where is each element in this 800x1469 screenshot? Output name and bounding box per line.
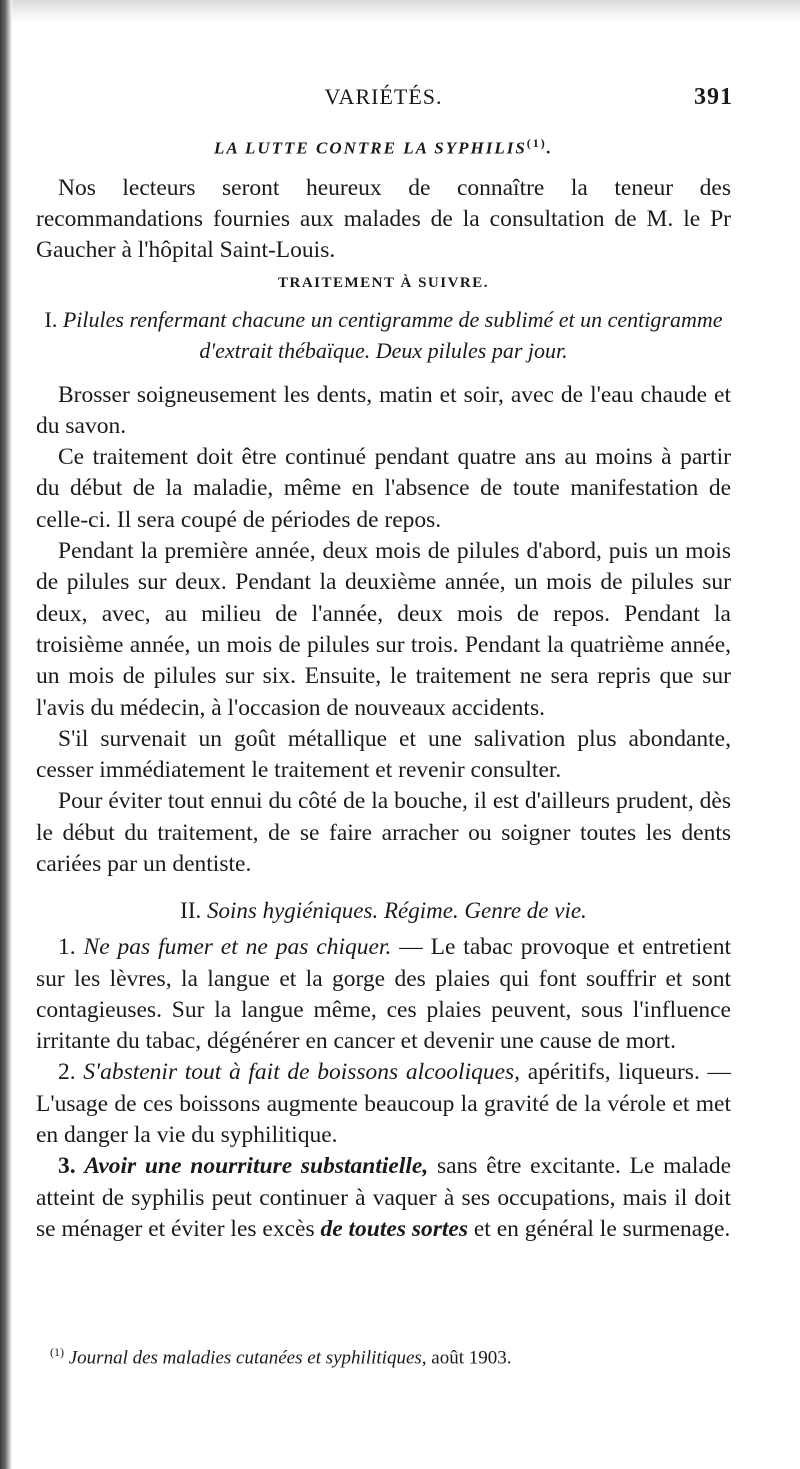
section-number-1: I. [44, 306, 58, 332]
item-text: sans être excitante. Le malade atteint de syphilis peut continuer à vaquer à ses occupations, mais il doit se ménager et éviter les excès [36, 1153, 731, 1242]
page-number: 391 [694, 84, 733, 110]
item-number: 3. [58, 1153, 76, 1180]
list-item [36, 1151, 731, 1245]
prescription-text: Pilules renfermant chacune un centigramme de sublimé et un centigramme d'extrait thébaïque. Deux pilules par jour. [62, 306, 723, 363]
section-heading-2 [36, 898, 731, 924]
running-title: VARIÉTÉS. [324, 84, 443, 109]
item-text: apéritifs, liqueurs. — L'usage de ces boissons augmente beaucoup la gravité de la vérole et met en danger la vie du syphilitique. [36, 1059, 731, 1149]
article-title [36, 136, 731, 159]
paragraph-brushing: Brosser soigneusement les dents, matin et soir, avec de l'eau chaude et du savon. [36, 381, 731, 439]
scan-top-edge [0, 0, 800, 22]
paragraph-schedule: Pendant la première année, deux mois de pilules d'abord, puis un mois de pilules sur deux. Pendant la deuxième année, un mois de pilules sur deux, avec, au milieu de l'année, deux mois de repos. Pendant la troisième année, un mois de pilules sur trois. Pendant la quatrième année, un mois de pilules sur six. Ensuite, le traitement ne sera repris que sur l'avis du médecin, à l'occasion de nouveaux accidents. [36, 538, 731, 721]
item-lead: S'abstenir tout à fait de boissons alcooliques, [83, 1059, 521, 1086]
intro-paragraph: Nos lecteurs seront heureux de connaître la teneur des recommandations fournies aux malades de la consultation de M. le Pr Gaucher à l'hôpital Saint-Louis. [36, 174, 731, 264]
document-page [36, 70, 731, 1245]
item-number: 2. [58, 1059, 76, 1086]
paragraph-dental: Pour éviter tout ennui du côté de la bouche, il est d'ailleurs prudent, dès le début du traitement, de se faire arracher ou soigner toutes les dents cariées par un dentiste. [36, 788, 731, 877]
article-title-end: . [546, 138, 554, 158]
running-head [36, 70, 731, 110]
list-item [36, 932, 731, 1057]
item-text: — Le tabac provoque et entretient sur les lèvres, la langue et la gorge des plaies qui font souffrir et sont contagieuses. Sur la langue même, ces plaies peuvent, sous l'influence irritante du tabac, dégénérer en cancer et devenir une cause de mort. [36, 934, 732, 1055]
scan-binding-shadow [0, 0, 12, 1469]
footnote-ref: (1) [526, 136, 547, 150]
item-text-end: et en général le surmenage. [468, 1215, 731, 1242]
footnote-marker: (1) [50, 1345, 64, 1359]
paragraph-side-effects: S'il survenait un goût métallique et une salivation plus abondante, cesser immédiatement le traitement et revenir consulter. [36, 725, 731, 784]
item-number: 1. [58, 934, 76, 961]
section-number-2: II. [180, 898, 202, 924]
footnote-date: août 1903. [426, 1347, 512, 1369]
item-text-emphasis: de toutes sortes [320, 1215, 468, 1242]
footnote-source: Journal des maladies cutanées et syphilitiques, [68, 1347, 427, 1369]
paragraph-duration: Ce traitement doit être continué pendant quatre ans au moins à partir du début de la maladie, même en l'absence de toute manifestation de celle-ci. Il sera coupé de périodes de repos. [36, 444, 731, 533]
list-item [36, 1057, 731, 1151]
article-title-text: LA LUTTE CONTRE LA SYPHILIS [213, 138, 527, 158]
item-lead: Avoir une nourriture substantielle, [84, 1153, 429, 1180]
section-heading-2-text: Soins hygiéniques. Régime. Genre de vie. [207, 898, 587, 924]
sub-heading: TRAITEMENT À SUIVRE. [277, 274, 489, 291]
footnote [50, 1345, 512, 1369]
prescription [36, 304, 731, 366]
item-lead: Ne pas fumer et ne pas chiquer. [83, 934, 392, 961]
